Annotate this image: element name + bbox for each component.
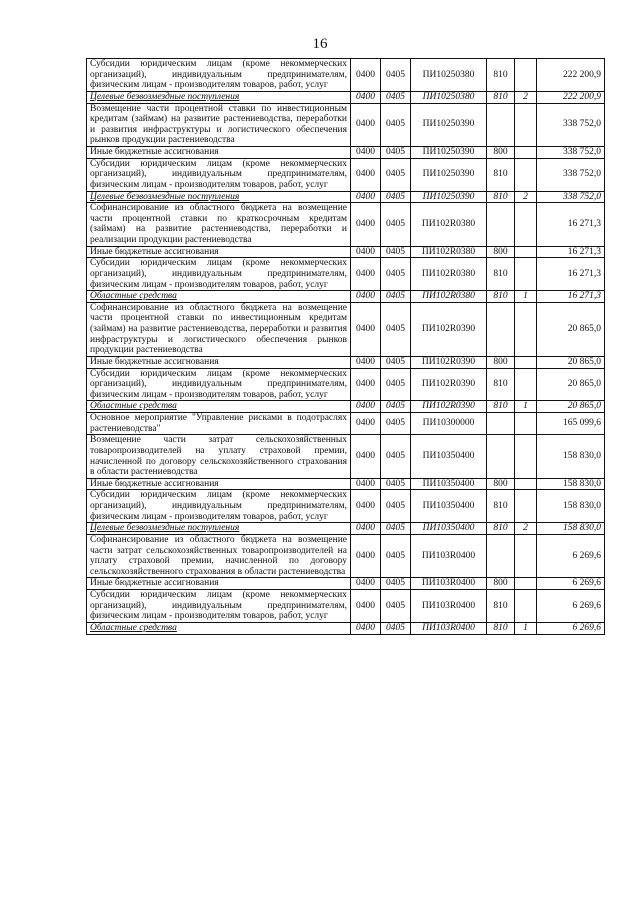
target-article-code: ПИ10250390 xyxy=(411,191,487,203)
section-code: 0400 xyxy=(351,258,381,291)
subsection-code: 0405 xyxy=(381,401,411,413)
target-article-code: ПИ10350400 xyxy=(411,523,487,535)
table-row xyxy=(87,147,605,159)
target-article-code: ПИ103R0400 xyxy=(411,578,487,590)
section-code: 0400 xyxy=(351,356,381,368)
expense-type-code: 800 xyxy=(487,356,515,368)
expense-type-code xyxy=(487,103,515,147)
table-row xyxy=(87,401,605,413)
funding-source-code xyxy=(515,246,537,258)
subsection-code: 0405 xyxy=(381,622,411,634)
table-row xyxy=(87,478,605,490)
funding-source-code xyxy=(515,478,537,490)
funding-source-code xyxy=(515,413,537,435)
funding-source-code: 1 xyxy=(515,622,537,634)
section-code: 0400 xyxy=(351,413,381,435)
table-row xyxy=(87,258,605,291)
row-description: Иные бюджетные ассигнования xyxy=(87,356,351,368)
amount: 6 269,6 xyxy=(537,590,605,623)
expense-type-code: 800 xyxy=(487,246,515,258)
amount: 338 752,0 xyxy=(537,158,605,191)
subsection-code: 0405 xyxy=(381,523,411,535)
target-article-code: ПИ10250390 xyxy=(411,158,487,191)
expense-type-code xyxy=(487,435,515,479)
subsection-code: 0405 xyxy=(381,59,411,92)
amount: 6 269,6 xyxy=(537,534,605,578)
row-description: Субсидии юридическим лицам (кроме некоммерческих организаций), индивидуальным предпринимателям, физическим лицам - производителям товаров, работ, услуг xyxy=(87,258,351,291)
expense-type-code xyxy=(487,302,515,356)
amount: 158 830,0 xyxy=(537,523,605,535)
section-code: 0400 xyxy=(351,534,381,578)
subsection-code: 0405 xyxy=(381,356,411,368)
subsection-code: 0405 xyxy=(381,158,411,191)
row-description: Софинансирование из областного бюджета на возмещение части процентной ставки по инвестиционным кредитам (займам) на развитие растениеводства, переработки и развития инфраструктуры и логистического обеспечения рынков продукции растениеводства xyxy=(87,302,351,356)
funding-source-code xyxy=(515,534,537,578)
target-article-code: ПИ103R0400 xyxy=(411,622,487,634)
funding-source-code: 2 xyxy=(515,91,537,103)
amount: 222 200,9 xyxy=(537,91,605,103)
section-code: 0400 xyxy=(351,246,381,258)
section-code: 0400 xyxy=(351,203,381,247)
funding-source-code: 2 xyxy=(515,191,537,203)
row-description: Целевые безвозмездные поступления xyxy=(87,523,351,535)
table-row xyxy=(87,302,605,356)
amount: 6 269,6 xyxy=(537,622,605,634)
row-description: Софинансирование из областного бюджета на возмещение части процентной ставки по краткосрочным кредитам (займам) на развитие растениеводства, переработки и реализации продукции растениеводства xyxy=(87,203,351,247)
row-description: Целевые безвозмездные поступления xyxy=(87,91,351,103)
row-description: Иные бюджетные ассигнования xyxy=(87,578,351,590)
amount: 16 271,3 xyxy=(537,203,605,247)
subsection-code: 0405 xyxy=(381,103,411,147)
section-code: 0400 xyxy=(351,158,381,191)
amount: 16 271,3 xyxy=(537,258,605,291)
row-description: Софинансирование из областного бюджета на возмещение части затрат сельскохозяйственных товаропроизводителей на уплату страховой премии, начисленной по договору сельскохозяйственного страхования в области растениеводства xyxy=(87,534,351,578)
target-article-code: ПИ102R0380 xyxy=(411,246,487,258)
target-article-code: ПИ102R0390 xyxy=(411,368,487,401)
table-row xyxy=(87,356,605,368)
section-code: 0400 xyxy=(351,590,381,623)
row-description: Областные средства xyxy=(87,291,351,303)
expense-type-code xyxy=(487,534,515,578)
amount: 158 830,0 xyxy=(537,490,605,523)
section-code: 0400 xyxy=(351,368,381,401)
table-row xyxy=(87,578,605,590)
amount: 222 200,9 xyxy=(537,59,605,92)
expense-type-code: 810 xyxy=(487,401,515,413)
table-row xyxy=(87,103,605,147)
amount: 16 271,3 xyxy=(537,246,605,258)
expense-type-code: 810 xyxy=(487,59,515,92)
subsection-code: 0405 xyxy=(381,534,411,578)
amount: 158 830,0 xyxy=(537,435,605,479)
expense-type-code: 810 xyxy=(487,622,515,634)
expense-type-code: 810 xyxy=(487,191,515,203)
expense-type-code: 800 xyxy=(487,578,515,590)
target-article-code: ПИ10250380 xyxy=(411,91,487,103)
row-description: Областные средства xyxy=(87,622,351,634)
funding-source-code xyxy=(515,490,537,523)
row-description: Областные средства xyxy=(87,401,351,413)
funding-source-code: 1 xyxy=(515,401,537,413)
row-description: Субсидии юридическим лицам (кроме некоммерческих организаций), индивидуальным предпринимателям, физическим лицам - производителям товаров, работ, услуг xyxy=(87,490,351,523)
funding-source-code xyxy=(515,578,537,590)
funding-source-code xyxy=(515,302,537,356)
table-row xyxy=(87,435,605,479)
subsection-code: 0405 xyxy=(381,302,411,356)
amount: 338 752,0 xyxy=(537,103,605,147)
subsection-code: 0405 xyxy=(381,258,411,291)
expense-type-code: 810 xyxy=(487,291,515,303)
table-row xyxy=(87,534,605,578)
row-description: Возмещение части процентной ставки по инвестиционным кредитам (займам) на развитие растениеводства, переработки и развития инфраструктуры и логистического обеспечения рынков продукции растениеводства xyxy=(87,103,351,147)
subsection-code: 0405 xyxy=(381,147,411,159)
section-code: 0400 xyxy=(351,578,381,590)
funding-source-code: 2 xyxy=(515,523,537,535)
table-row xyxy=(87,523,605,535)
subsection-code: 0405 xyxy=(381,191,411,203)
section-code: 0400 xyxy=(351,490,381,523)
funding-source-code: 1 xyxy=(515,291,537,303)
funding-source-code xyxy=(515,103,537,147)
funding-source-code xyxy=(515,368,537,401)
table-row xyxy=(87,622,605,634)
budget-table-body xyxy=(87,59,605,635)
expense-type-code: 810 xyxy=(487,368,515,401)
subsection-code: 0405 xyxy=(381,478,411,490)
target-article-code: ПИ102R0390 xyxy=(411,302,487,356)
table-row xyxy=(87,490,605,523)
funding-source-code xyxy=(515,147,537,159)
section-code: 0400 xyxy=(351,147,381,159)
row-description: Субсидии юридическим лицам (кроме некоммерческих организаций), индивидуальным предпринимателям, физическим лицам - производителям товаров, работ, услуг xyxy=(87,158,351,191)
row-description: Основное мероприятие "Управление рисками в подотраслях растениеводства" xyxy=(87,413,351,435)
target-article-code: ПИ102R0380 xyxy=(411,258,487,291)
target-article-code: ПИ102R0390 xyxy=(411,356,487,368)
amount: 338 752,0 xyxy=(537,147,605,159)
expense-type-code: 810 xyxy=(487,523,515,535)
expense-type-code: 810 xyxy=(487,258,515,291)
table-row xyxy=(87,291,605,303)
target-article-code: ПИ102R0380 xyxy=(411,203,487,247)
funding-source-code xyxy=(515,203,537,247)
subsection-code: 0405 xyxy=(381,413,411,435)
funding-source-code xyxy=(515,356,537,368)
row-description: Субсидии юридическим лицам (кроме некоммерческих организаций), индивидуальным предпринимателям, физическим лицам - производителям товаров, работ, услуг xyxy=(87,590,351,623)
section-code: 0400 xyxy=(351,291,381,303)
funding-source-code xyxy=(515,435,537,479)
subsection-code: 0405 xyxy=(381,578,411,590)
row-description: Возмещение части затрат сельскохозяйственных товаропроизводителей на уплату страховой премии, начисленной по договору сельскохозяйственного страхования в области растениеводства xyxy=(87,435,351,479)
target-article-code: ПИ10250390 xyxy=(411,103,487,147)
funding-source-code xyxy=(515,590,537,623)
table-row xyxy=(87,590,605,623)
expense-type-code xyxy=(487,203,515,247)
subsection-code: 0405 xyxy=(381,490,411,523)
target-article-code: ПИ102R0390 xyxy=(411,401,487,413)
section-code: 0400 xyxy=(351,103,381,147)
expense-type-code: 800 xyxy=(487,478,515,490)
table-row xyxy=(87,158,605,191)
section-code: 0400 xyxy=(351,302,381,356)
expense-type-code: 810 xyxy=(487,91,515,103)
subsection-code: 0405 xyxy=(381,590,411,623)
row-description: Иные бюджетные ассигнования xyxy=(87,478,351,490)
amount: 20 865,0 xyxy=(537,356,605,368)
expense-type-code xyxy=(487,413,515,435)
table-row xyxy=(87,413,605,435)
target-article-code: ПИ10350400 xyxy=(411,478,487,490)
row-description: Иные бюджетные ассигнования xyxy=(87,147,351,159)
subsection-code: 0405 xyxy=(381,368,411,401)
section-code: 0400 xyxy=(351,401,381,413)
funding-source-code xyxy=(515,158,537,191)
budget-table xyxy=(86,58,605,635)
amount: 338 752,0 xyxy=(537,191,605,203)
table-row xyxy=(87,246,605,258)
section-code: 0400 xyxy=(351,59,381,92)
amount: 165 099,6 xyxy=(537,413,605,435)
target-article-code: ПИ102R0380 xyxy=(411,291,487,303)
amount: 20 865,0 xyxy=(537,401,605,413)
expense-type-code: 810 xyxy=(487,590,515,623)
expense-type-code: 810 xyxy=(487,158,515,191)
section-code: 0400 xyxy=(351,478,381,490)
table-row xyxy=(87,191,605,203)
row-description: Субсидии юридическим лицам (кроме некоммерческих организаций), индивидуальным предпринимателям, физическим лицам - производителям товаров, работ, услуг xyxy=(87,368,351,401)
section-code: 0400 xyxy=(351,91,381,103)
amount: 16 271,3 xyxy=(537,291,605,303)
expense-type-code: 810 xyxy=(487,490,515,523)
target-article-code: ПИ103R0400 xyxy=(411,590,487,623)
page-number: 16 xyxy=(312,36,328,52)
funding-source-code xyxy=(515,59,537,92)
row-description: Иные бюджетные ассигнования xyxy=(87,246,351,258)
table-row xyxy=(87,59,605,92)
amount: 20 865,0 xyxy=(537,302,605,356)
row-description: Целевые безвозмездные поступления xyxy=(87,191,351,203)
target-article-code: ПИ10250390 xyxy=(411,147,487,159)
target-article-code: ПИ10350400 xyxy=(411,435,487,479)
row-description: Субсидии юридическим лицам (кроме некоммерческих организаций), индивидуальным предпринимателям, физическим лицам - производителям товаров, работ, услуг xyxy=(87,59,351,92)
table-row xyxy=(87,203,605,247)
amount: 6 269,6 xyxy=(537,578,605,590)
target-article-code: ПИ10300000 xyxy=(411,413,487,435)
subsection-code: 0405 xyxy=(381,435,411,479)
section-code: 0400 xyxy=(351,191,381,203)
subsection-code: 0405 xyxy=(381,291,411,303)
target-article-code: ПИ10250380 xyxy=(411,59,487,92)
subsection-code: 0405 xyxy=(381,246,411,258)
table-row xyxy=(87,368,605,401)
section-code: 0400 xyxy=(351,622,381,634)
funding-source-code xyxy=(515,258,537,291)
target-article-code: ПИ10350400 xyxy=(411,490,487,523)
target-article-code: ПИ103R0400 xyxy=(411,534,487,578)
subsection-code: 0405 xyxy=(381,91,411,103)
section-code: 0400 xyxy=(351,435,381,479)
section-code: 0400 xyxy=(351,523,381,535)
amount: 20 865,0 xyxy=(537,368,605,401)
expense-type-code: 800 xyxy=(487,147,515,159)
amount: 158 830,0 xyxy=(537,478,605,490)
subsection-code: 0405 xyxy=(381,203,411,247)
table-row xyxy=(87,91,605,103)
